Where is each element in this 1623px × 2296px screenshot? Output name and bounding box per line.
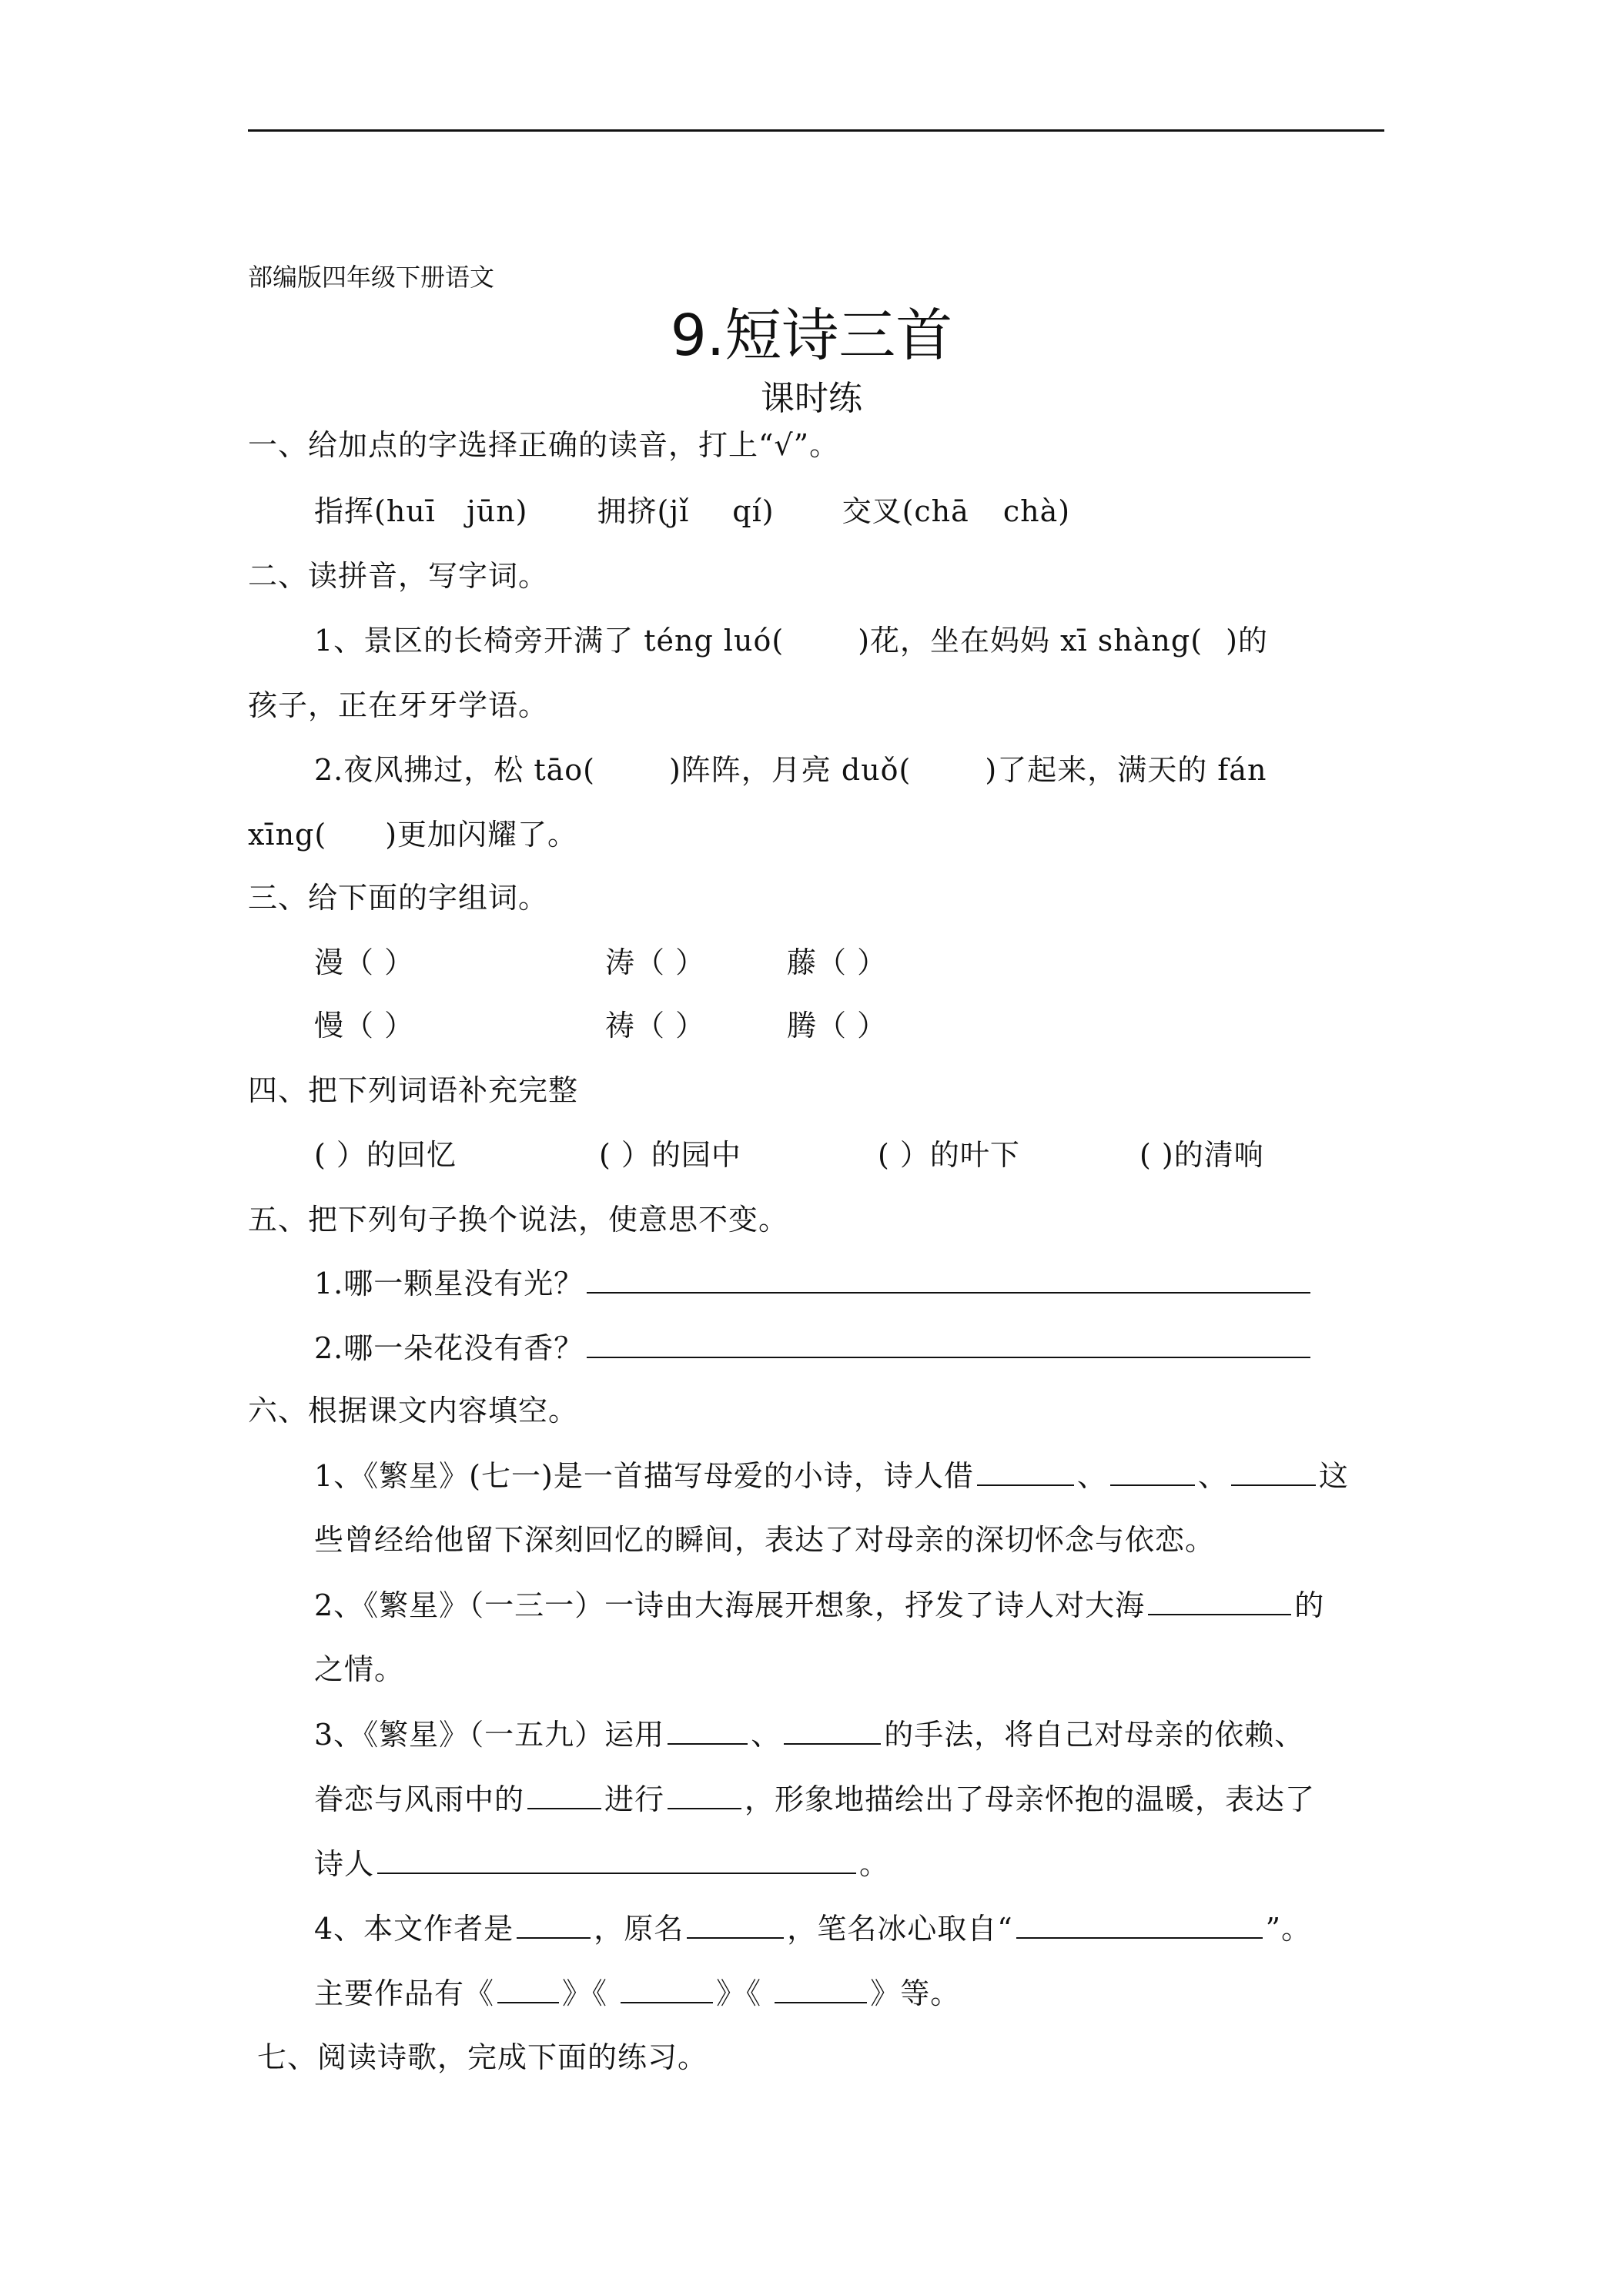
q6-p2-text-a: 2、《繁星》（一三一）一诗由大海展开想象，抒发了诗人对大海 bbox=[314, 1588, 1146, 1622]
q3-row2-item-1: 慢（ ） bbox=[314, 1009, 415, 1043]
q6-p2-line-1 bbox=[314, 1585, 1324, 1625]
q6-p4-blank-1[interactable] bbox=[517, 1908, 591, 1939]
page-title: 9.短诗三首 bbox=[670, 303, 953, 369]
q1-item-2-alt: qí) bbox=[732, 494, 775, 528]
q6-p4-blank-2[interactable] bbox=[687, 1908, 784, 1939]
q1-item-2: 拥挤(jǐ bbox=[597, 494, 690, 528]
q2-s1-part-a: 1、景区的长椅旁开满了 téng luó( bbox=[314, 624, 785, 658]
q3-row2-item-3: 腾（ ） bbox=[787, 1009, 888, 1043]
q6-p3-text-mid: 的手法，将自己对母亲的依赖、 bbox=[884, 1718, 1305, 1752]
q6-p3-blank-1[interactable] bbox=[668, 1714, 748, 1745]
q6-p3-text-c1: 诗人 bbox=[314, 1847, 375, 1881]
q6-p2-text-end: 的 bbox=[1294, 1588, 1325, 1622]
q5-heading: 五、把下列句子换个说法，使意思不变。 bbox=[248, 1203, 789, 1237]
q1-item-1: 指挥(huī bbox=[314, 494, 436, 528]
q6-p3-line-1 bbox=[314, 1714, 1304, 1755]
q4-item-4: ( )的清响 bbox=[1139, 1138, 1264, 1172]
q6-p4-blank-4[interactable] bbox=[497, 1973, 559, 2003]
q6-p3-line-3 bbox=[314, 1843, 889, 1884]
q2-s2-part-e: )更加闪耀了。 bbox=[385, 818, 578, 852]
q4-item-3: ( ）的叶下 bbox=[878, 1138, 1020, 1172]
q6-p1-line-2: 些曾经给他留下深刻回忆的瞬间，表达了对母亲的深切怀念与依恋。 bbox=[314, 1523, 1216, 1557]
q3-row-2 bbox=[314, 1006, 887, 1046]
q3-row-1 bbox=[314, 942, 887, 982]
q1-items bbox=[314, 491, 1070, 531]
q4-heading: 四、把下列词语补充完整 bbox=[248, 1073, 579, 1107]
q6-p4-text-f: 》《 bbox=[562, 1976, 618, 2010]
q6-p4-blank-6[interactable] bbox=[775, 1973, 867, 2003]
q6-p1-sep-1: 、 bbox=[1076, 1459, 1107, 1493]
q6-p4-text-d: ”。 bbox=[1265, 1912, 1312, 1946]
q6-heading: 六、根据课文内容填空。 bbox=[248, 1394, 579, 1427]
q2-s2-part-b: )阵阵，月亮 duǒ( bbox=[668, 753, 912, 787]
q6-p4-line-1 bbox=[314, 1908, 1311, 1949]
q6-p3-blank-3[interactable] bbox=[527, 1779, 601, 1809]
q7-heading: 七、阅读诗歌，完成下面的练习。 bbox=[257, 2040, 708, 2074]
q2-sentence-1-cont: 孩子，正在牙牙学语。 bbox=[248, 688, 549, 722]
q4-item-1: ( ）的回忆 bbox=[314, 1138, 457, 1172]
subject-label: 部编版四年级下册语文 bbox=[248, 263, 495, 292]
page-subtitle: 课时练 bbox=[761, 379, 862, 418]
q6-p3-text-b3: ，形象地描绘出了母亲怀抱的温暖，表达了 bbox=[745, 1782, 1316, 1816]
q6-p1-blank-3[interactable] bbox=[1231, 1455, 1316, 1486]
q6-p4-text-h: 》等。 bbox=[870, 1976, 961, 2010]
q6-p1-blank-1[interactable] bbox=[977, 1455, 1074, 1486]
q2-s1-part-b: )花，坐在妈妈 xī shàng( bbox=[858, 624, 1203, 658]
q4-items bbox=[314, 1135, 1264, 1175]
q6-p2-blank-1[interactable] bbox=[1148, 1585, 1291, 1615]
q3-row1-item-2: 涛（ ） bbox=[605, 946, 706, 979]
q6-p3-blank-2[interactable] bbox=[784, 1714, 881, 1745]
q6-p4-text-c: ，笔名冰心取自“ bbox=[787, 1912, 1013, 1946]
q6-p2-line-2: 之情。 bbox=[314, 1652, 405, 1686]
q6-p1-text-a: 1、《繁星》(七一)是一首描写母爱的小诗，诗人借 bbox=[314, 1459, 974, 1493]
q2-s2-part-c: )了起来，满天的 fán bbox=[985, 753, 1267, 787]
q6-p1-blank-2[interactable] bbox=[1110, 1455, 1195, 1486]
q4-item-2: ( ）的园中 bbox=[599, 1138, 741, 1172]
q5-s1-text: 1.哪一颗星没有光？ bbox=[314, 1267, 584, 1300]
q1-heading: 一、给加点的字选择正确的读音，打上“√”。 bbox=[248, 428, 840, 462]
q5-s1-answer-line[interactable] bbox=[587, 1263, 1310, 1294]
q2-s2-part-a: 2.夜风拂过，松 tāo( bbox=[314, 753, 595, 787]
q6-p1-text-end: 这 bbox=[1318, 1459, 1349, 1493]
q6-p3-blank-4[interactable] bbox=[668, 1779, 741, 1809]
q6-p3-text-b1: 眷恋与风雨中的 bbox=[314, 1782, 525, 1816]
q1-item-3: 交叉(chā bbox=[842, 494, 969, 528]
q2-sentence-1 bbox=[314, 621, 1268, 661]
q6-p1-line-1 bbox=[314, 1455, 1349, 1496]
q2-sentence-2-cont bbox=[248, 815, 577, 855]
q6-p3-text-a: 3、《繁星》（一五九）运用 bbox=[314, 1718, 665, 1752]
q1-item-1-alt: jūn) bbox=[466, 494, 528, 528]
q6-p4-blank-5[interactable] bbox=[621, 1973, 713, 2003]
q6-p4-blank-3[interactable] bbox=[1016, 1908, 1263, 1939]
q1-item-3-alt: chà) bbox=[1002, 494, 1071, 528]
q2-s2-part-d: xīng( bbox=[248, 818, 327, 852]
q2-heading: 二、读拼音，写字词。 bbox=[248, 559, 549, 593]
q3-row2-item-2: 祷（ ） bbox=[605, 1009, 706, 1043]
q2-sentence-2 bbox=[314, 750, 1267, 790]
q5-sentence-2 bbox=[314, 1327, 1313, 1368]
q6-p3-text-c2: 。 bbox=[859, 1847, 890, 1881]
q6-p4-text-b: ，原名 bbox=[594, 1912, 684, 1946]
q3-row1-item-3: 藤（ ） bbox=[787, 946, 888, 979]
q3-heading: 三、给下面的字组词。 bbox=[248, 881, 549, 915]
q6-p3-line-2 bbox=[314, 1779, 1315, 1819]
q6-p3-sep: 、 bbox=[751, 1718, 781, 1752]
q5-s2-answer-line[interactable] bbox=[587, 1327, 1310, 1358]
q6-p4-text-a: 4、本文作者是 bbox=[314, 1912, 514, 1946]
q5-s2-text: 2.哪一朵花没有香？ bbox=[314, 1331, 584, 1365]
header-rule bbox=[248, 129, 1384, 132]
q6-p4-line-2 bbox=[314, 1973, 960, 2013]
q6-p3-blank-5[interactable] bbox=[377, 1843, 856, 1874]
q6-p3-text-b2: 进行 bbox=[604, 1782, 665, 1816]
q5-sentence-1 bbox=[314, 1263, 1313, 1304]
q2-s1-part-c: )的 bbox=[1226, 624, 1268, 658]
q6-p1-sep-2: 、 bbox=[1197, 1459, 1228, 1493]
q3-row1-item-1: 漫（ ） bbox=[314, 946, 415, 979]
q6-p4-text-e: 主要作品有《 bbox=[314, 1976, 495, 2010]
q6-p4-text-g: 》《 bbox=[716, 1976, 772, 2010]
